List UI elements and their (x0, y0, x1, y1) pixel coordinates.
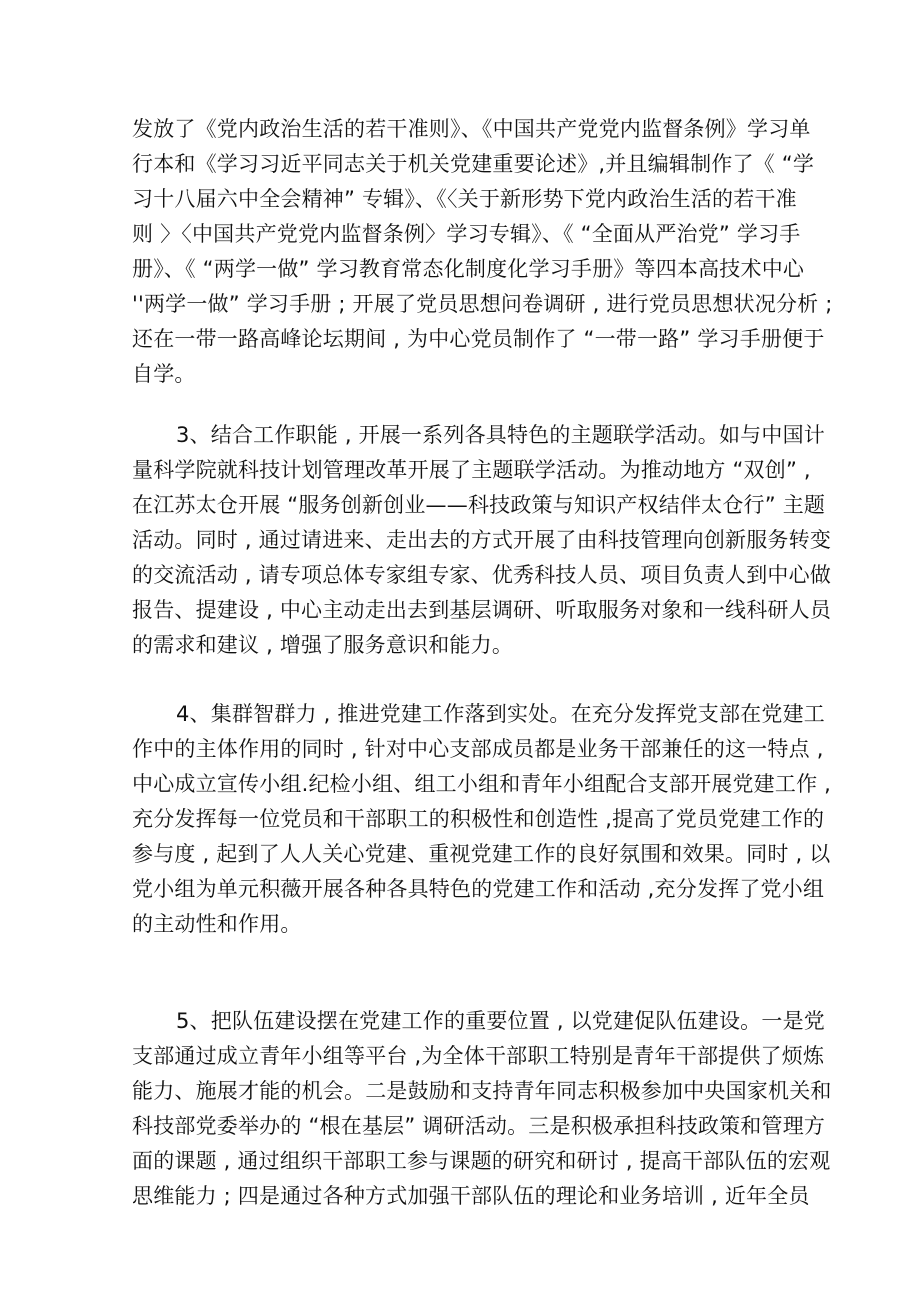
paragraph-item-3 (132, 418, 832, 663)
text-line: 则 〉〈中国共产党党内监督条例〉学习专辑》、《 “全面从严治党” 学习手 (132, 222, 801, 246)
text-line: 在江苏太仓开展 “服务创新创业——科技政策与知识产权结伴太仓行” 主题 (132, 493, 826, 517)
text-line: 自学。 (132, 362, 196, 386)
text-line: 行本和《学习习近平同志关于机关党建重要论述》,并且编辑制作了《 “学 (132, 152, 815, 176)
text-line: 报告、提建设 , 中心主动走出去到基层调研、听取服务对象和一线科研人员 (132, 598, 832, 622)
text-line: 5、把队伍建设摆在党建工作的重要位置 , 以党建促队伍建设。一是党 (176, 1009, 825, 1033)
text-line: 面的课题 , 通过组织干部职工参与课题的研究和研讨 , 提高干部队伍的宏观 (132, 1149, 831, 1173)
text-line: 作中的主体作用的同时 , 针对中心支部成员都是业务干部兼任的这一特点 , (132, 737, 824, 761)
text-line: 4、集群智群力 , 推进党建工作落到实处。在充分发挥党支部在党建工 (176, 702, 825, 726)
text-line: 3、结合工作职能 , 开展一系列各具特色的主题联学活动。如与中国计 (176, 423, 825, 447)
text-line: 量科学院就科技计划管理改革开展了主题联学活动。为推动地方 “双创” , (132, 458, 811, 482)
text-line: 思维能力 ; 四是通过各种方式加强干部队伍的理论和业务培训 , 近年全员 (132, 1184, 810, 1208)
text-line: 还在一带一路高峰论坛期间 , 为中心党员制作了 “一带一路” 学习手册便于 (132, 327, 825, 351)
text-line: 的需求和建议 , 增强了服务意识和能力。 (132, 633, 514, 657)
text-line: 参与度 , 起到了人人关心党建、重视党建工作的良好氛围和效果。同时 , 以 (132, 842, 831, 866)
text-line: ''两学一做” 学习手册 ; 开展了党员思想问卷调研 , 进行党员思想状况分析 ; (132, 292, 833, 316)
text-line: 能力、施展才能的机会。二是鼓励和支持青年同志积极参加中央国家机关和 (132, 1079, 832, 1103)
paragraph-item-4 (132, 697, 832, 942)
text-line: 的交流活动 , 请专项总体专家组专家、优秀科技人员、项目负责人到中心做 (132, 563, 832, 587)
text-line: 中心成立宣传小组.纪检小组、组工小组和青年小组配合支部开展党建工作 , (132, 772, 832, 796)
text-line: 支部通过成立青年小组等平台 ,为全体干部职工特别是青年干部提供了烦炼 (132, 1044, 825, 1068)
text-line: 册》、《 “两学一做” 学习教育常态化制度化学习手册》等四本高技术中心 (132, 257, 805, 281)
paragraph-study-materials (132, 112, 833, 392)
text-line: 的主动性和作用。 (132, 912, 302, 936)
text-line: 活动。同时 , 通过请进来、走出去的方式开展了由科技管理向创新服务转变 (132, 528, 832, 552)
text-line: 党小组为单元积薇开展各种各具特色的党建工作和活动 ,充分发挥了党小组 (132, 877, 825, 901)
text-line: 习十八届六中全会精神” 专辑》、《〈关于新形势下党内政治生活的若干准 (132, 187, 797, 211)
text-line: 科技部党委举办的 “根在基层” 调研活动。三是积极承担科技政策和管理方 (132, 1114, 826, 1138)
paragraph-item-5 (132, 1004, 832, 1214)
text-line: 充分发挥每一位党员和干部职工的积极性和创造性 ,提高了党员党建工作的 (132, 807, 825, 831)
text-line: 发放了《党内政治生活的若干准则》、《中国共产党党内监督条例》学习单 (132, 117, 811, 141)
